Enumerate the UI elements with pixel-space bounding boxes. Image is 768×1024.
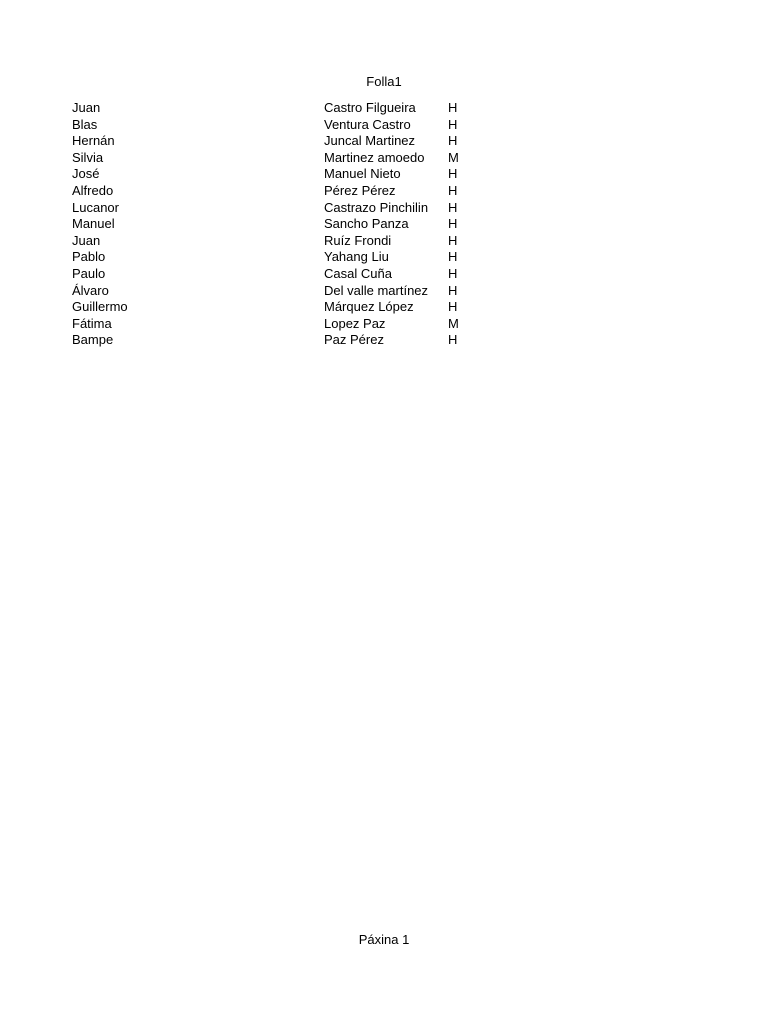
sex-cell: H xyxy=(448,332,458,348)
table-row xyxy=(72,150,492,167)
first-name-cell: Bampe xyxy=(72,332,114,348)
sex-cell: H xyxy=(448,133,458,149)
sex-cell: H xyxy=(448,282,458,298)
sex-cell: H xyxy=(448,265,458,281)
table-row xyxy=(72,249,492,266)
first-name-cell: Silvia xyxy=(72,149,104,165)
table-row xyxy=(72,117,492,134)
last-name-cell: Márquez López xyxy=(324,299,414,315)
last-name-cell: Manuel Nieto xyxy=(324,166,401,182)
first-name-cell: Paulo xyxy=(72,265,106,281)
table-row xyxy=(72,299,492,316)
last-name-cell: Juncal Martinez xyxy=(324,133,416,149)
last-name-cell: Paz Pérez xyxy=(324,332,384,348)
sex-cell: H xyxy=(448,216,458,232)
page-number: Páxina 1 xyxy=(358,932,410,947)
table-row xyxy=(72,316,492,333)
first-name-cell: Álvaro xyxy=(72,282,109,298)
sex-cell: H xyxy=(448,232,458,248)
first-name-cell: Hernán xyxy=(72,133,115,149)
table-row xyxy=(72,133,492,150)
sex-cell: H xyxy=(448,100,458,115)
last-name-cell: Yahang Liu xyxy=(324,249,389,265)
table-row xyxy=(72,283,492,300)
first-name-cell: Pablo xyxy=(72,249,106,265)
last-name-cell: Ventura Castro xyxy=(324,116,411,132)
last-name-cell: Castrazo Pinchilin xyxy=(324,199,429,215)
first-name-cell: José xyxy=(72,166,100,182)
first-name-cell: Blas xyxy=(72,116,98,132)
first-name-cell: Manuel xyxy=(72,216,115,232)
last-name-cell: Pérez Pérez xyxy=(324,182,396,198)
first-name-cell: Fátima xyxy=(72,315,112,331)
last-name-cell: Del valle martínez xyxy=(324,282,429,298)
table-row xyxy=(72,216,492,233)
first-name-cell: Alfredo xyxy=(72,182,114,198)
table-row xyxy=(72,200,492,217)
table-row xyxy=(72,183,492,200)
data-table xyxy=(72,100,492,349)
last-name-cell: Lopez Paz xyxy=(324,315,386,331)
table-row xyxy=(72,100,492,117)
last-name-cell: Casal Cuña xyxy=(324,265,392,281)
sex-cell: H xyxy=(448,249,458,265)
sex-cell: H xyxy=(448,166,458,182)
last-name-cell: Castro Filgueira xyxy=(324,100,416,115)
table-row xyxy=(72,233,492,250)
first-name-cell: Lucanor xyxy=(72,199,119,215)
table-row xyxy=(72,332,492,349)
sex-cell: H xyxy=(448,182,458,198)
sex-cell: H xyxy=(448,199,458,215)
last-name-cell: Sancho Panza xyxy=(324,216,409,232)
first-name-cell: Juan xyxy=(72,100,101,115)
last-name-cell: Ruíz Frondi xyxy=(324,232,392,248)
table-row xyxy=(72,266,492,283)
sex-cell: M xyxy=(448,315,459,331)
first-name-cell: Juan xyxy=(72,232,101,248)
sex-cell: H xyxy=(448,299,458,315)
sex-cell: H xyxy=(448,116,458,132)
table-row xyxy=(72,166,492,183)
first-name-cell: Guillermo xyxy=(72,299,128,315)
sheet-title: Folla1 xyxy=(366,74,402,89)
last-name-cell: Martinez amoedo xyxy=(324,149,425,165)
sex-cell: M xyxy=(448,149,459,165)
